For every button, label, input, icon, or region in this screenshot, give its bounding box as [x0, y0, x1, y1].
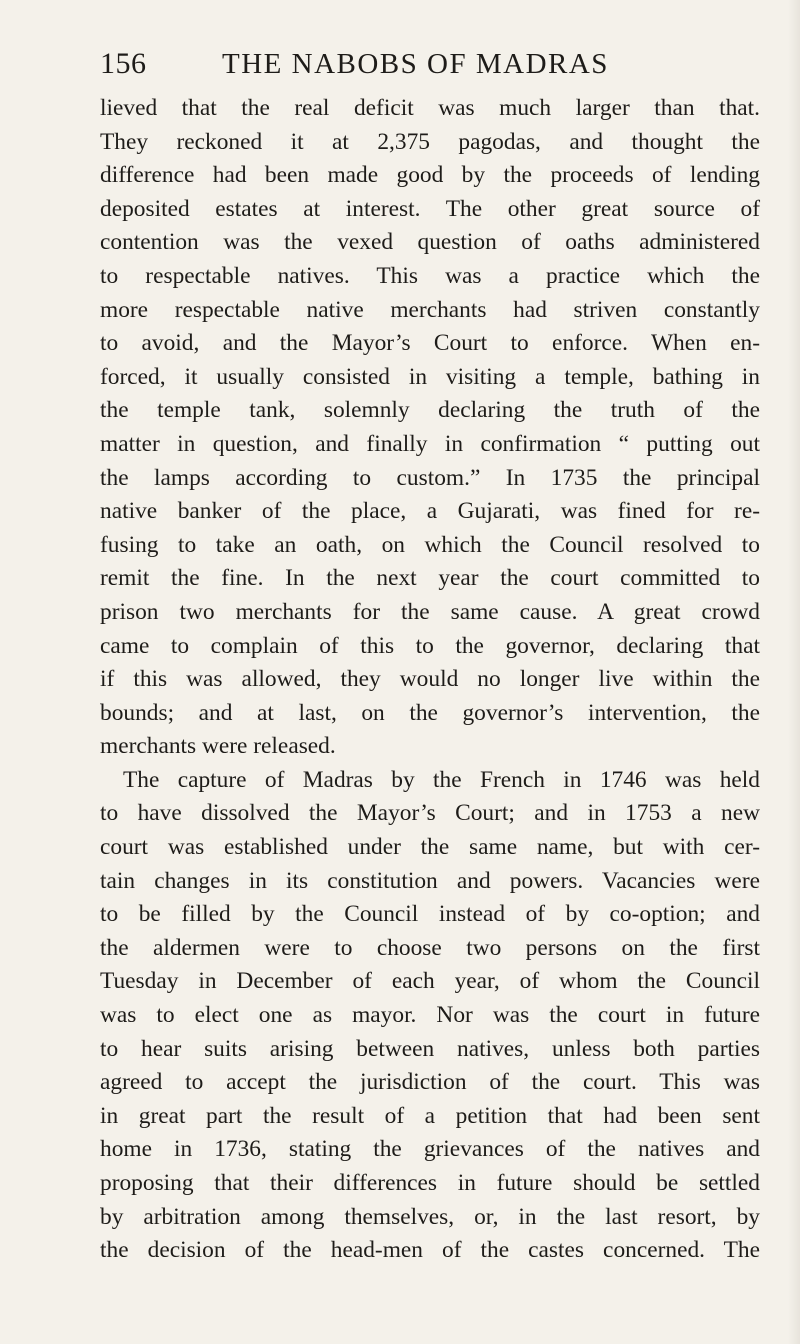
text-line: was to elect one as mayor. Nor was the court in future: [100, 1002, 760, 1029]
text-line: to have dissolved the Mayor’s Court; and in 1753 a new: [100, 800, 760, 827]
text-line: home in 1736, stating the grievances of the natives and: [100, 1136, 760, 1163]
text-line: court was established under the same name, but with cer-: [100, 834, 760, 861]
text-line: merchants were released.: [100, 733, 336, 760]
book-title: THE NABOBS OF MADRAS: [222, 48, 609, 80]
text-line: The capture of Madras by the French in 1746 was held: [123, 766, 760, 793]
text-line: agreed to accept the jurisdiction of the court. This was: [100, 1069, 760, 1096]
text-line: the temple tank, solemnly declaring the truth of the: [100, 397, 760, 424]
text-line: difference had been made good by the proceeds of lending: [100, 162, 760, 189]
text-line: the lamps according to custom.” In 1735 the principal: [100, 464, 760, 491]
text-line: in great part the result of a petition that had been sent: [100, 1102, 760, 1129]
text-line: contention was the vexed question of oaths administered: [100, 229, 760, 256]
text-line: lieved that the real deficit was much larger than that.: [100, 95, 760, 121]
text-line: the aldermen were to choose two persons on the first: [100, 934, 760, 961]
body-text: [100, 92, 760, 1268]
text-line: to respectable natives. This was a practice which the: [100, 262, 760, 289]
text-line: matter in question, and finally in confirmation “ putting out: [100, 430, 760, 457]
paragraph-2: [100, 764, 760, 1268]
text-line: forced, it usually consisted in visiting a temple, bathing in: [100, 363, 760, 390]
text-line: bounds; and at last, on the governor’s intervention, the: [100, 699, 760, 726]
text-line: native banker of the place, a Gujarati, was fined for re-: [100, 498, 760, 525]
text-line: tain changes in its constitution and powers. Vacancies were: [100, 867, 760, 894]
text-line: They reckoned it at 2,375 pagodas, and thought the: [100, 128, 760, 155]
text-line: came to complain of this to the governor, declaring that: [100, 632, 760, 659]
text-line: remit the fine. In the next year the court committed to: [100, 565, 760, 592]
text-line: by arbitration among themselves, or, in the last resort, by: [100, 1203, 760, 1230]
text-line: to be filled by the Council instead of by co-option; and: [100, 901, 760, 928]
text-line: Tuesday in December of each year, of whom the Council: [100, 968, 760, 995]
text-line: deposited estates at interest. The other great source of: [100, 195, 760, 222]
text-line: more respectable native merchants had striven constantly: [100, 296, 760, 323]
text-line: prison two merchants for the same cause. A great crowd: [100, 598, 760, 625]
running-head: [100, 44, 740, 84]
page-edge-shadow: [788, 0, 800, 1344]
paragraph-1: [100, 92, 760, 764]
text-line: proposing that their differences in future should be settled: [100, 1170, 760, 1196]
text-line: to avoid, and the Mayor’s Court to enforce. When en-: [100, 330, 760, 357]
page-number: 156: [100, 47, 147, 80]
text-line: to hear suits arising between natives, unless both parties: [100, 1035, 760, 1062]
text-line: if this was allowed, they would no longer live within the: [100, 666, 760, 693]
text-line: the decision of the head-men of the castes concerned. The: [100, 1237, 760, 1264]
text-line: fusing to take an oath, on which the Council resolved to: [100, 531, 760, 558]
